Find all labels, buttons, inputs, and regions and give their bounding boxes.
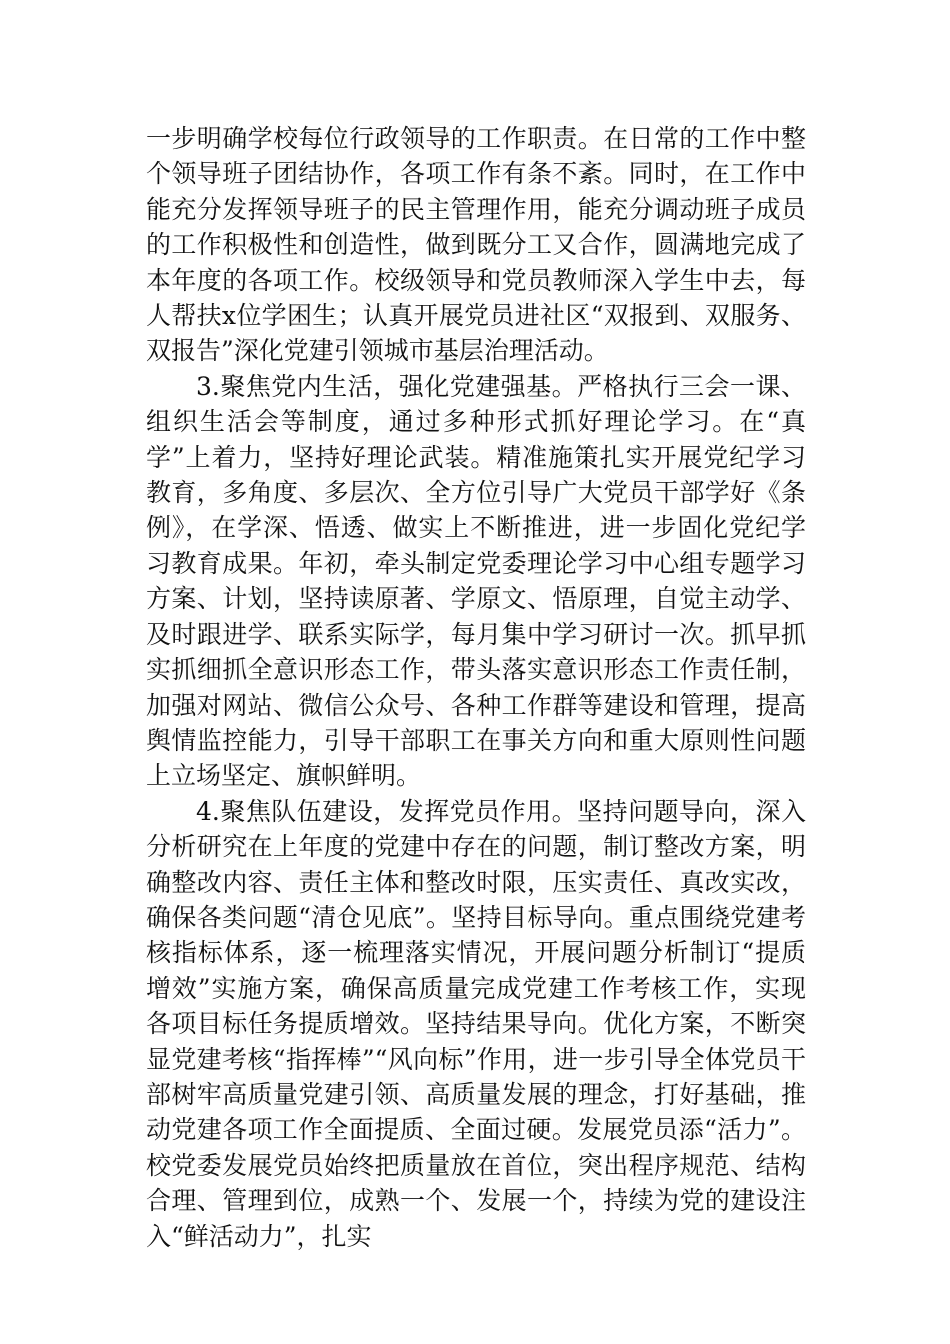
paragraph-section-3: 3.聚焦党内生活，强化党建强基。严格执行三会一课、组织生活会等制度，通过多种形式抓好理论学习。在“真学”上着力，坚持好理论武装。精准施策扎实开展党纪学习教育，多角度、多层次、全方位引导广大党员干部学好《条例》，在学深、悟透、做实上不断推进，进一步固化党纪学习教育成果。年初，牵头制定党委理论学习中心组专题学习方案、计划，坚持读原著、学原文、悟原理，自觉主动学、及时跟进学、联系实际学，每月集中学习研讨一次。抓早抓实抓细抓全意识形态工作，带头落实意识形态工作责任制，加强对网站、微信公众号、各种工作群等建设和管理，提高舆情监控能力，引导干部职工在事关方向和重大原则性问题上立场坚定、旗帜鲜明。 (146, 371, 806, 791)
document-body (146, 121, 806, 1254)
paragraph-section-4: 4.聚焦队伍建设，发挥党员作用。坚持问题导向，深入分析研究在上年度的党建中存在的问题，制订整改方案，明确整改内容、责任主体和整改时限，压实责任、真改实改，确保各类问题“清仓见底”。坚持目标导向。重点围绕党建考核指标体系，逐一梳理落实情况，开展问题分析制订“提质增效”实施方案，确保高质量完成党建工作考核工作，实现各项目标任务提质增效。坚持结果导向。优化方案，不断突显党建考核“指挥棒”“风向标”作用，进一步引导全体党员干部树牢高质量党建引领、高质量发展的理念，打好基础，推动党建各项工作全面提质、全面过硬。发展党员添“活力”。校党委发展党员始终把质量放在首位，突出程序规范、结构合理、管理到位，成熟一个、发展一个，持续为党的建设注入“鲜活动力”，扎实 (146, 796, 806, 1251)
paragraph-continued: 一步明确学校每位行政领导的工作职责。在日常的工作中整个领导班子团结协作，各项工作有条不紊。同时，在工作中能充分发挥领导班子的民主管理作用，能充分调动班子成员的工作积极性和创造性，做到既分工又合作，圆满地完成了本年度的各项工作。校级领导和党员教师深入学生中去，每人帮扶x位学困生；认真开展党员进社区“双报到、双服务、双报告”深化党建引领城市基层治理活动。 (146, 124, 806, 366)
